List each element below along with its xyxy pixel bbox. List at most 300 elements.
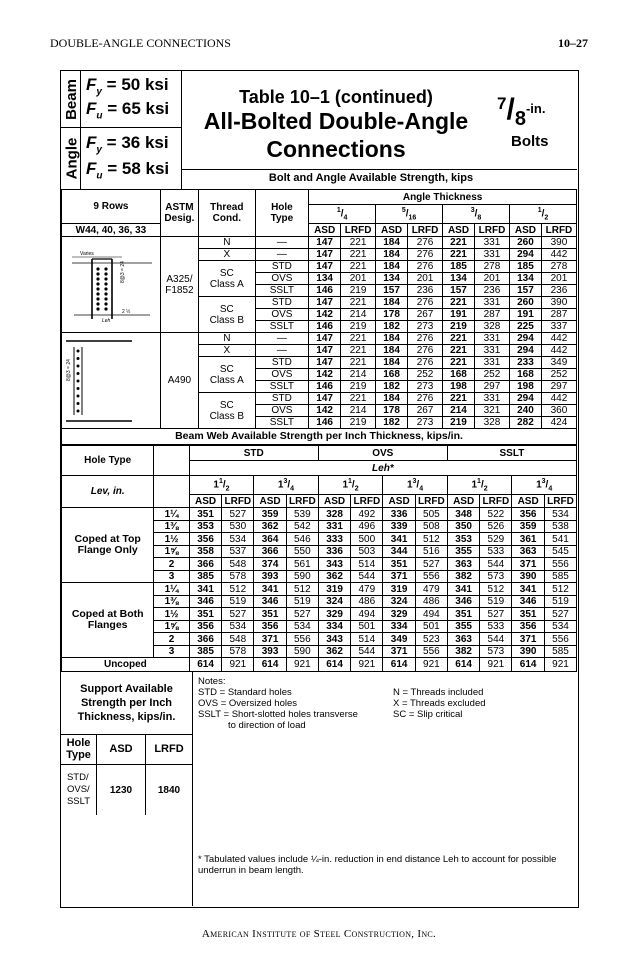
web-strength-value: 546 [286,533,318,546]
lev-header: Lev, in. [62,476,154,508]
web-strength-value: 349 [383,633,416,646]
lrfd-header: LRFD [341,224,376,237]
web-strength-value: 356 [189,620,222,633]
web-strength-value: 385 [189,570,222,583]
strength-value: 134 [509,273,541,285]
strength-value: 157 [376,285,408,297]
thickness-1: $^5/_{16}$ [376,205,443,224]
web-strength-value: 351 [189,608,222,621]
web-strength-value: 479 [351,583,383,596]
web-strength-value: 362 [254,520,287,533]
web-strength-value: 527 [415,558,447,571]
strength-value: 442 [541,393,576,405]
web-strength-value: 500 [351,533,383,546]
support-notes-block [61,672,577,906]
asd-header: ASD [443,224,475,237]
table-frame [60,70,579,908]
web-strength-value: 351 [383,558,416,571]
strength-value: 276 [408,357,443,369]
lrfd-header: LRFD [351,495,383,508]
strength-value: 276 [408,393,443,405]
strength-value: 147 [309,357,341,369]
web-strength-value: 366 [189,558,222,571]
cope-condition-0: Coped at Top Flange Only [62,508,154,583]
web-strength-value: 382 [447,570,480,583]
web-strength-value: 512 [222,583,254,596]
asd-header: ASD [383,495,416,508]
web-strength-value: 328 [318,508,351,521]
strength-value: 276 [408,333,443,345]
support-lrfd-value: 1840 [157,784,181,796]
web-strength-value: 374 [254,558,287,571]
web-strength-value: 585 [544,570,576,583]
web-strength-value: 356 [189,533,222,546]
lrfd-header: LRFD [222,495,254,508]
strength-value: 184 [376,261,408,273]
web-strength-value: 364 [254,533,287,546]
strength-value: 182 [376,321,408,333]
thickness-0: $^1/_4$ [309,205,376,224]
strength-value: 321 [474,405,509,417]
web-strength-value: 544 [351,570,383,583]
lev-value: 1¼ [154,508,189,521]
web-strength-table [61,445,577,672]
web-strength-value: 573 [480,570,512,583]
hole-type: OVS [255,309,309,321]
strength-value: 219 [443,417,475,429]
uncoped-label: Uncoped [62,658,190,672]
web-strength-value: 556 [415,570,447,583]
strength-value: 260 [509,297,541,309]
web-strength-value: 527 [222,608,254,621]
web-strength-value: 479 [415,583,447,596]
beam-elevation-diagram [62,241,157,329]
strength-value: 184 [376,393,408,405]
strength-value: 184 [376,297,408,309]
strength-value: 225 [509,321,541,333]
bolt-angle-table [61,189,577,445]
web-strength-value: 519 [222,595,254,608]
svg-text:8@3 = 24: 8@3 = 24 [66,358,72,381]
web-strength-value: 363 [447,558,480,571]
web-strength-value: 541 [544,533,576,546]
strength-value: 390 [541,237,576,249]
strength-value: 185 [443,261,475,273]
web-strength-value: 544 [480,633,512,646]
strength-value: 282 [509,417,541,429]
web-strength-value: 512 [480,583,512,596]
support-table [61,734,193,906]
angle-tab: Angle [63,137,81,179]
strength-value: 360 [541,405,576,417]
hole-type: — [255,333,309,345]
web-strength-value: 363 [447,633,480,646]
support-lrfd-header: LRFD [146,734,192,765]
web-strength-value: 343 [318,633,351,646]
strength-value: 276 [408,345,443,357]
strength-value: 240 [509,405,541,417]
table-header [61,71,577,189]
strength-value: 198 [509,381,541,393]
svg-text:Varies: Varies [80,250,94,257]
strength-value: 287 [541,309,576,321]
web-strength-value: 585 [544,645,576,658]
thread-condition: SC Class B [198,297,255,333]
web-strength-value: 534 [222,620,254,633]
hole-type: STD [255,297,309,309]
web-strength-value: 921 [222,658,254,672]
web-strength-value: 346 [189,595,222,608]
hole-type: OVS [255,369,309,381]
strength-value: 221 [341,333,376,345]
web-strength-value: 542 [286,520,318,533]
strength-value: 142 [309,405,341,417]
web-strength-value: 590 [286,645,318,658]
strength-value: 273 [408,321,443,333]
web-strength-value: 494 [351,608,383,621]
connection-diagram-1 [62,333,161,429]
web-strength-value: 519 [480,595,512,608]
footer: American Institute of Steel Construction, Inc. [201,928,437,940]
thread-header: Thread Cond. [198,190,255,237]
asd-header: ASD [376,224,408,237]
web-strength-value: 351 [447,608,480,621]
table-row [62,508,577,521]
web-strength-value: 496 [351,520,383,533]
web-strength-value: 353 [189,520,222,533]
strength-value: 252 [408,369,443,381]
strength-value: 184 [376,357,408,369]
asd-header: ASD [309,224,341,237]
strength-value: 331 [474,297,509,309]
web-strength-value: 534 [544,508,576,521]
lev-value: 1½ [154,608,189,621]
strength-value: 134 [443,273,475,285]
web-strength-value: 921 [415,658,447,672]
leh-col-1: $1^3/_4$ [254,476,319,495]
web-strength-value: 346 [447,595,480,608]
support-asd-value: 1230 [97,765,146,815]
strength-value: 276 [408,237,443,249]
web-strength-value: 544 [351,645,383,658]
web-strength-value: 921 [544,658,576,672]
strength-value: 147 [309,333,341,345]
hole-type: SSLT [255,417,309,429]
hole-type: STD [255,393,309,405]
thickness-2: $^3/_8$ [443,205,510,224]
title-line-2: All-Bolted Double-Angle [203,108,469,134]
web-strength-value: 556 [544,558,576,571]
web-strength-value: 921 [286,658,318,672]
beam-fu: $F_u = 65$ ksi [86,99,170,122]
strength-value: 168 [443,369,475,381]
strength-value: 331 [474,393,509,405]
sslt-header: SSLT [447,446,576,461]
hole-type: — [255,345,309,357]
web-strength-value: 501 [351,620,383,633]
web-strength-value: 514 [351,633,383,646]
web-strength-value: 573 [480,645,512,658]
web-strength-value: 556 [286,633,318,646]
web-strength-value: 355 [447,620,480,633]
web-strength-value: 527 [222,508,254,521]
strength-value: 219 [443,321,475,333]
strength-value: 182 [376,381,408,393]
strength-value: 221 [443,393,475,405]
web-strength-value: 346 [254,595,287,608]
strength-value: 185 [509,261,541,273]
strength-value: 294 [509,345,541,357]
svg-text:2 ½: 2 ½ [122,308,131,315]
table-row [62,333,577,345]
web-strength-value: 519 [286,595,318,608]
strength-value: 178 [376,405,408,417]
strength-value: 337 [541,321,576,333]
web-strength-value: 514 [351,558,383,571]
hole-header: Hole Type [255,190,309,237]
web-strength-value: 351 [512,608,545,621]
web-strength-value: 361 [512,533,545,546]
strength-value: 278 [541,261,576,273]
strength-value: 297 [541,381,576,393]
strength-value: 287 [474,309,509,321]
asd-header: ASD [254,495,287,508]
strength-value: 331 [474,249,509,261]
web-strength-value: 341 [189,583,222,596]
web-strength-value: 336 [383,508,416,521]
strength-value: 221 [443,333,475,345]
web-strength-value: 390 [512,645,545,658]
hole-type: OVS [255,405,309,417]
beam-section-diagram [62,337,157,425]
web-strength-value: 341 [512,583,545,596]
web-strength-value: 341 [447,583,480,596]
strength-value: 276 [408,297,443,309]
web-strength-value: 921 [351,658,383,672]
web-strength-value: 530 [222,520,254,533]
strength-value: 424 [541,417,576,429]
web-strength-value: 523 [415,633,447,646]
strength-value: 273 [408,417,443,429]
web-strength-value: 371 [512,558,545,571]
strength-value: 276 [408,249,443,261]
strength-value: 221 [443,357,475,369]
strength-value: 178 [376,309,408,321]
web-strength-value: 501 [415,620,447,633]
strength-value: 276 [408,261,443,273]
leh-col-0: $1^1/_2$ [189,476,254,495]
lev-value: 1⅝ [154,620,189,633]
web-strength-value: 539 [286,508,318,521]
web-strength-value: 522 [480,508,512,521]
lev-value: 2 [154,558,189,571]
support-asd-header: ASD [97,734,146,765]
web-strength-value: 512 [415,533,447,546]
web-strength-caption: Beam Web Available Strength per Inch Thickness, kips/in. [62,429,577,445]
web-strength-value: 350 [447,520,480,533]
web-strength-value: 486 [351,595,383,608]
angle-thickness-header: Angle Thickness [309,190,577,205]
support-hole-header: Hole Type [61,734,97,765]
strength-value: 191 [443,309,475,321]
strength-value: 294 [509,333,541,345]
asd-header: ASD [512,495,545,508]
shapes-header: W44, 40, 36, 33 [62,224,161,237]
web-strength-value: 346 [512,595,545,608]
web-strength-value: 382 [447,645,480,658]
strength-value: 142 [309,309,341,321]
web-strength-value: 556 [415,645,447,658]
support-hole-type: STD/ OVS/ SSLT [61,765,97,815]
strength-value: 147 [309,345,341,357]
strength-value: 147 [309,261,341,273]
lrfd-header: LRFD [541,224,576,237]
strength-value: 221 [341,297,376,309]
bolts-label: Bolts [511,133,549,150]
bolt-angle-caption: Bolt and Angle Available Strength, kips [268,172,474,184]
web-strength-value: 355 [447,545,480,558]
web-strength-value: 527 [480,608,512,621]
astm-designation: A490 [160,333,198,429]
strength-value: 236 [541,285,576,297]
web-strength-value: 534 [544,620,576,633]
lev-value: 1⅜ [154,595,189,608]
astm-header: ASTM Desig. [160,190,198,237]
lrfd-header: LRFD [480,495,512,508]
strength-value: 221 [341,249,376,261]
web-strength-value: 334 [318,620,351,633]
thread-condition: SC Class A [198,261,255,297]
strength-value: 201 [408,273,443,285]
lev-value: 3 [154,645,189,658]
leh-col-2: $1^1/_2$ [318,476,383,495]
strength-value: 214 [341,405,376,417]
strength-value: 221 [443,345,475,357]
strength-value: 442 [541,249,576,261]
web-strength-value: 333 [318,533,351,546]
thread-condition: N [198,237,255,249]
web-strength-value: 351 [254,608,287,621]
hole-type-header: Hole Type [62,446,154,476]
web-strength-value: 319 [318,583,351,596]
strength-value: 191 [509,309,541,321]
web-strength-value: 537 [222,545,254,558]
strength-value: 273 [408,381,443,393]
strength-value: 331 [474,357,509,369]
support-label: Support Available Strength per Inch Thickness, kips/in. [61,672,193,735]
web-strength-value: 527 [286,608,318,621]
web-strength-value: 561 [286,558,318,571]
leh-header: Leh* [189,461,576,476]
table-number: Table 10–1 (continued) [239,87,433,107]
web-strength-value: 516 [415,545,447,558]
strength-value: 331 [474,333,509,345]
web-strength-value: 334 [383,620,416,633]
thread-condition: SC Class B [198,393,255,429]
web-strength-value: 324 [318,595,351,608]
strength-value: 267 [408,405,443,417]
running-head [50,36,588,50]
strength-value: 214 [443,405,475,417]
lrfd-header: LRFD [474,224,509,237]
web-strength-value: 371 [383,645,416,658]
web-strength-value: 533 [480,620,512,633]
strength-value: 328 [474,417,509,429]
web-strength-value: 343 [318,558,351,571]
lrfd-header: LRFD [408,224,443,237]
strength-value: 221 [341,237,376,249]
strength-value: 134 [309,273,341,285]
web-strength-value: 614 [254,658,287,672]
strength-value: 184 [376,333,408,345]
strength-value: 184 [376,237,408,249]
web-strength-value: 336 [318,545,351,558]
hole-type: — [255,249,309,261]
connection-diagram-0 [62,237,161,333]
strength-value: 260 [509,237,541,249]
asd-header: ASD [509,224,541,237]
strength-value: 331 [474,237,509,249]
strength-value: 147 [309,393,341,405]
strength-value: 201 [341,273,376,285]
strength-value: 331 [474,345,509,357]
strength-value: 168 [509,369,541,381]
strength-value: 390 [541,297,576,309]
strength-value: 146 [309,321,341,333]
hole-type: — [255,237,309,249]
strength-value: 146 [309,381,341,393]
title-line-3: Connections [266,136,406,162]
web-strength-value: 492 [351,508,383,521]
chapter-title: DOUBLE-ANGLE CONNECTIONS [50,36,231,50]
strength-value: 221 [341,261,376,273]
web-strength-value: 486 [415,595,447,608]
web-strength-value: 351 [189,508,222,521]
web-strength-value: 548 [222,633,254,646]
beam-fy: $F_y = 50$ ksi [86,75,169,98]
web-strength-value: 614 [447,658,480,672]
strength-value: 157 [443,285,475,297]
web-strength-value: 534 [222,533,254,546]
strength-value: 201 [474,273,509,285]
web-strength-value: 590 [286,570,318,583]
web-strength-value: 341 [254,583,287,596]
thread-condition: X [198,249,255,261]
beam-tab: Beam [63,78,81,120]
strength-value: 252 [474,369,509,381]
asd-header: ASD [189,495,222,508]
web-strength-value: 393 [254,645,287,658]
strength-value: 328 [474,321,509,333]
web-strength-value: 390 [512,570,545,583]
web-strength-value: 319 [383,583,416,596]
web-strength-value: 550 [286,545,318,558]
web-strength-value: 331 [318,520,351,533]
thread-condition: SC Class A [198,357,255,393]
bolt-size: $^7/_8^{-in.}$ [497,93,546,130]
web-strength-value: 503 [351,545,383,558]
strength-value: 221 [443,249,475,261]
std-header: STD [189,446,318,461]
strength-value: 157 [509,285,541,297]
web-strength-value: 356 [512,620,545,633]
strength-value: 146 [309,285,341,297]
strength-value: 201 [541,273,576,285]
web-strength-value: 329 [383,608,416,621]
web-strength-value: 614 [189,658,222,672]
web-strength-value: 527 [544,608,576,621]
web-strength-value: 363 [512,545,545,558]
